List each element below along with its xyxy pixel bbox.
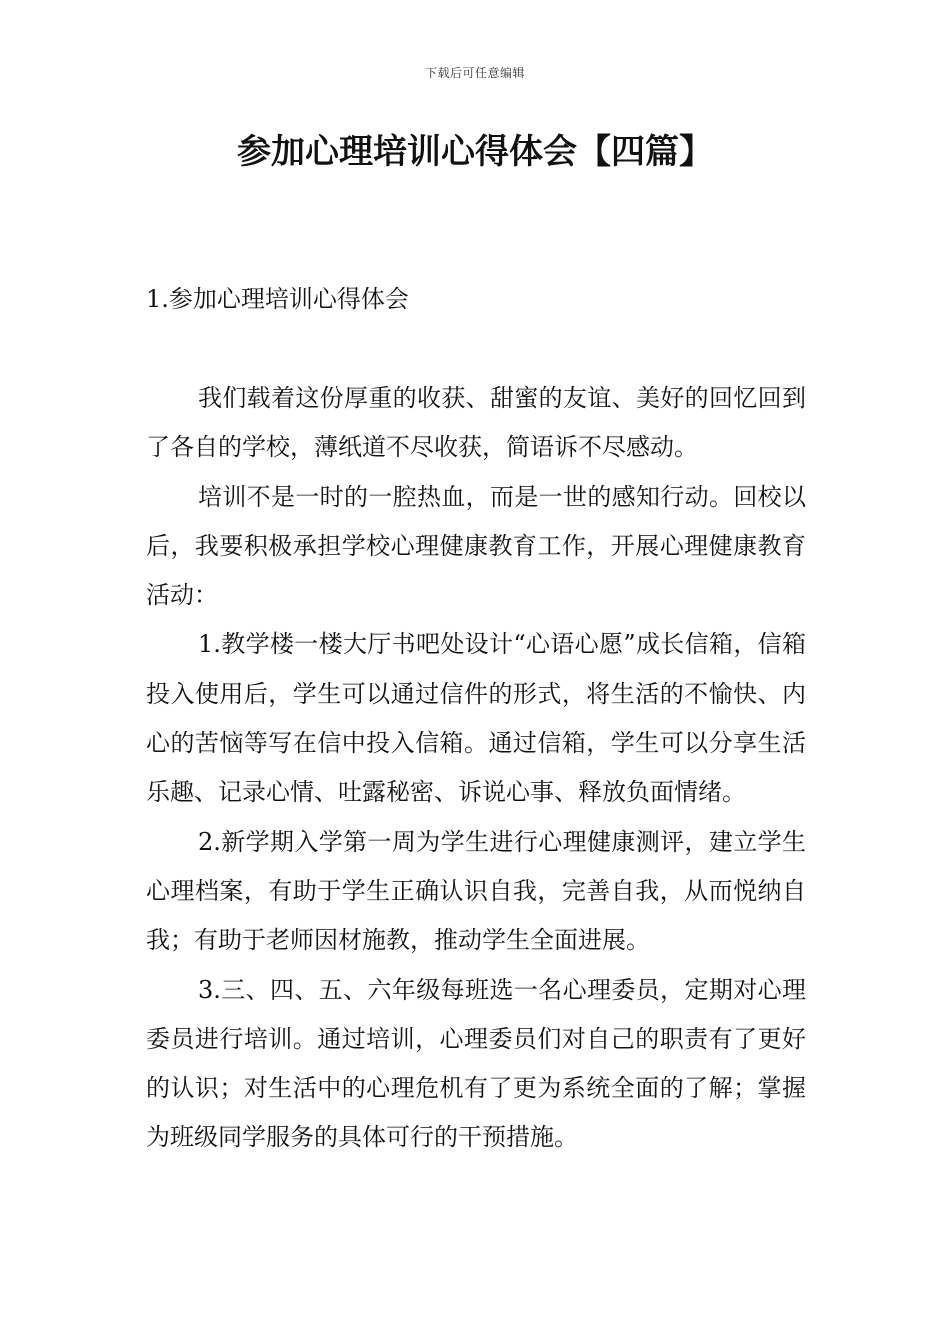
document-title: 参加心理培训心得体会【四篇】 <box>237 132 713 172</box>
paragraph: 1.教学楼一楼大厅书吧处设计“心语心愿”成长信箱，信箱投入使用后，学生可以通过信件的形式，将生活的不愉快、内心的苦恼等写在信中投入信箱。通过信箱，学生可以分享生活乐趣、记录心情、吐露秘密、诉说心事、释放负面情绪。 <box>146 630 806 807</box>
body-text <box>146 374 806 1163</box>
paragraph: 2.新学期入学第一周为学生进行心理健康测评，建立学生心理档案，有助于学生正确认识自我，完善自我，从而悦纳自我；有助于老师因材施教，推动学生全面进展。 <box>146 827 806 955</box>
section-heading: 1.参加心理培训心得体会 <box>146 285 409 313</box>
paragraph: 我们载着这份厚重的收获、甜蜜的友谊、美好的回忆回到了各自的学校，薄纸道不尽收获，简语诉不尽感动。 <box>146 384 806 462</box>
header-note: 下载后可任意编辑 <box>424 66 525 80</box>
paragraph: 3.三、四、五、六年级每班选一名心理委员，定期对心理委员进行培训。通过培训，心理委员们对自己的职责有了更好的认识；对生活中的心理危机有了更为系统全面的了解；掌握为班级同学服务的具体可行的干预措施。 <box>146 975 806 1152</box>
paragraph: 培训不是一时的一腔热血，而是一世的感知行动。回校以后，我要积极承担学校心理健康教育工作，开展心理健康教育活动： <box>146 482 806 610</box>
